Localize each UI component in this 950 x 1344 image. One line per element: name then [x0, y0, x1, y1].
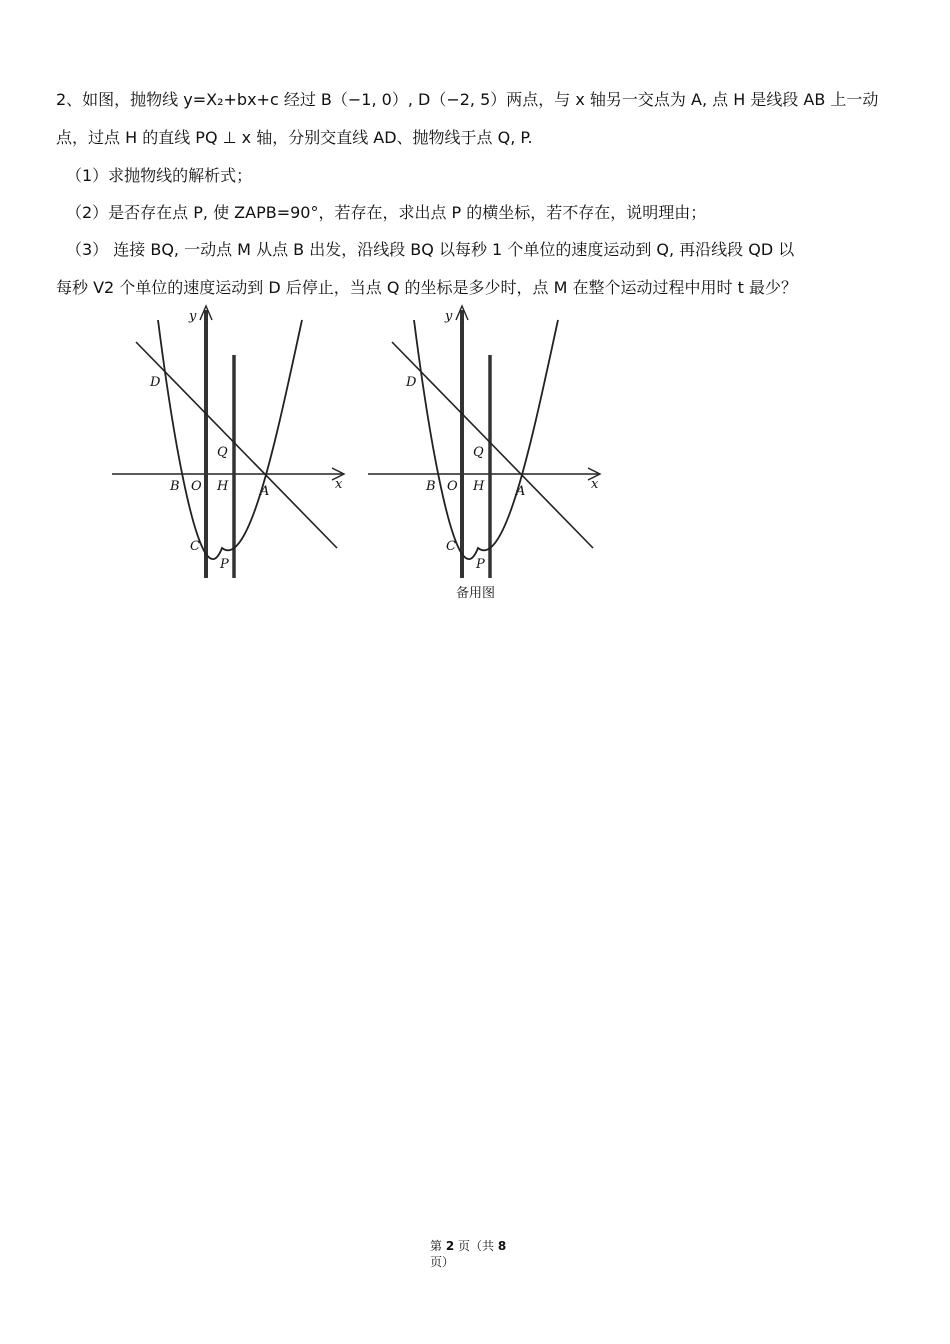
- label-p: P: [220, 557, 229, 572]
- footer-page-number: 2: [445, 1239, 455, 1253]
- footer-mid: 页（共: [458, 1239, 495, 1253]
- line-ad: [392, 342, 593, 548]
- question-part-3-line-1: （3） 连接 BQ, 一动点 M 从点 B 出发，沿线段 BQ 以每秒 1 个单位的速度运动到 Q, 再沿线段 QD 以: [66, 240, 795, 259]
- parabola: [414, 320, 558, 559]
- figure-spare: [366, 300, 606, 585]
- figure-caption: 备用图: [456, 586, 496, 601]
- label-a: A: [260, 484, 270, 499]
- label-c: C: [190, 539, 200, 554]
- label-b: B: [170, 479, 180, 494]
- footer-total-pages: 8: [497, 1239, 507, 1253]
- label-o: O: [191, 479, 202, 494]
- label-x: x: [591, 477, 599, 492]
- problem-statement-line-1: 2、如图，抛物线 y=X₂+bx+c 经过 B（−1, 0）, D（−2, 5）两点，与 x 轴另一交点为 A, 点 H 是线段 AB 上一动: [56, 90, 879, 109]
- label-c: C: [446, 539, 456, 554]
- figure-main: [110, 300, 350, 585]
- label-y: y: [189, 309, 197, 324]
- question-part-1: （1）求抛物线的解析式；: [66, 166, 253, 185]
- question-part-3-line-2: 每秒 V2 个单位的速度运动到 D 后停止，当点 Q 的坐标是多少时，点 M 在整个运动过程中用时 t 最少？: [56, 278, 797, 297]
- label-h: H: [217, 479, 229, 494]
- label-x: x: [335, 477, 343, 492]
- question-part-2: （2）是否存在点 P, 使 ZAPB=90°，若存在，求出点 P 的横坐标，若不存在，说明理由；: [66, 203, 707, 222]
- label-p: P: [476, 557, 485, 572]
- label-y: y: [445, 309, 453, 324]
- label-d: D: [150, 375, 161, 390]
- figure-main-svg: [110, 300, 350, 585]
- label-o: O: [447, 479, 458, 494]
- line-ad: [136, 342, 337, 548]
- parabola: [158, 320, 302, 559]
- page-footer: [430, 1238, 506, 1270]
- label-d: D: [406, 375, 417, 390]
- label-a: A: [516, 484, 526, 499]
- label-q: Q: [217, 445, 228, 460]
- label-q: Q: [473, 445, 484, 460]
- problem-statement-line-2: 点，过点 H 的直线 PQ ⊥ x 轴，分别交直线 AD、抛物线于点 Q, P.: [56, 128, 533, 147]
- label-h: H: [473, 479, 485, 494]
- footer-suffix: 页）: [430, 1255, 455, 1269]
- figure-spare-svg: [366, 300, 606, 585]
- footer-prefix: 第: [430, 1239, 443, 1253]
- label-b: B: [426, 479, 436, 494]
